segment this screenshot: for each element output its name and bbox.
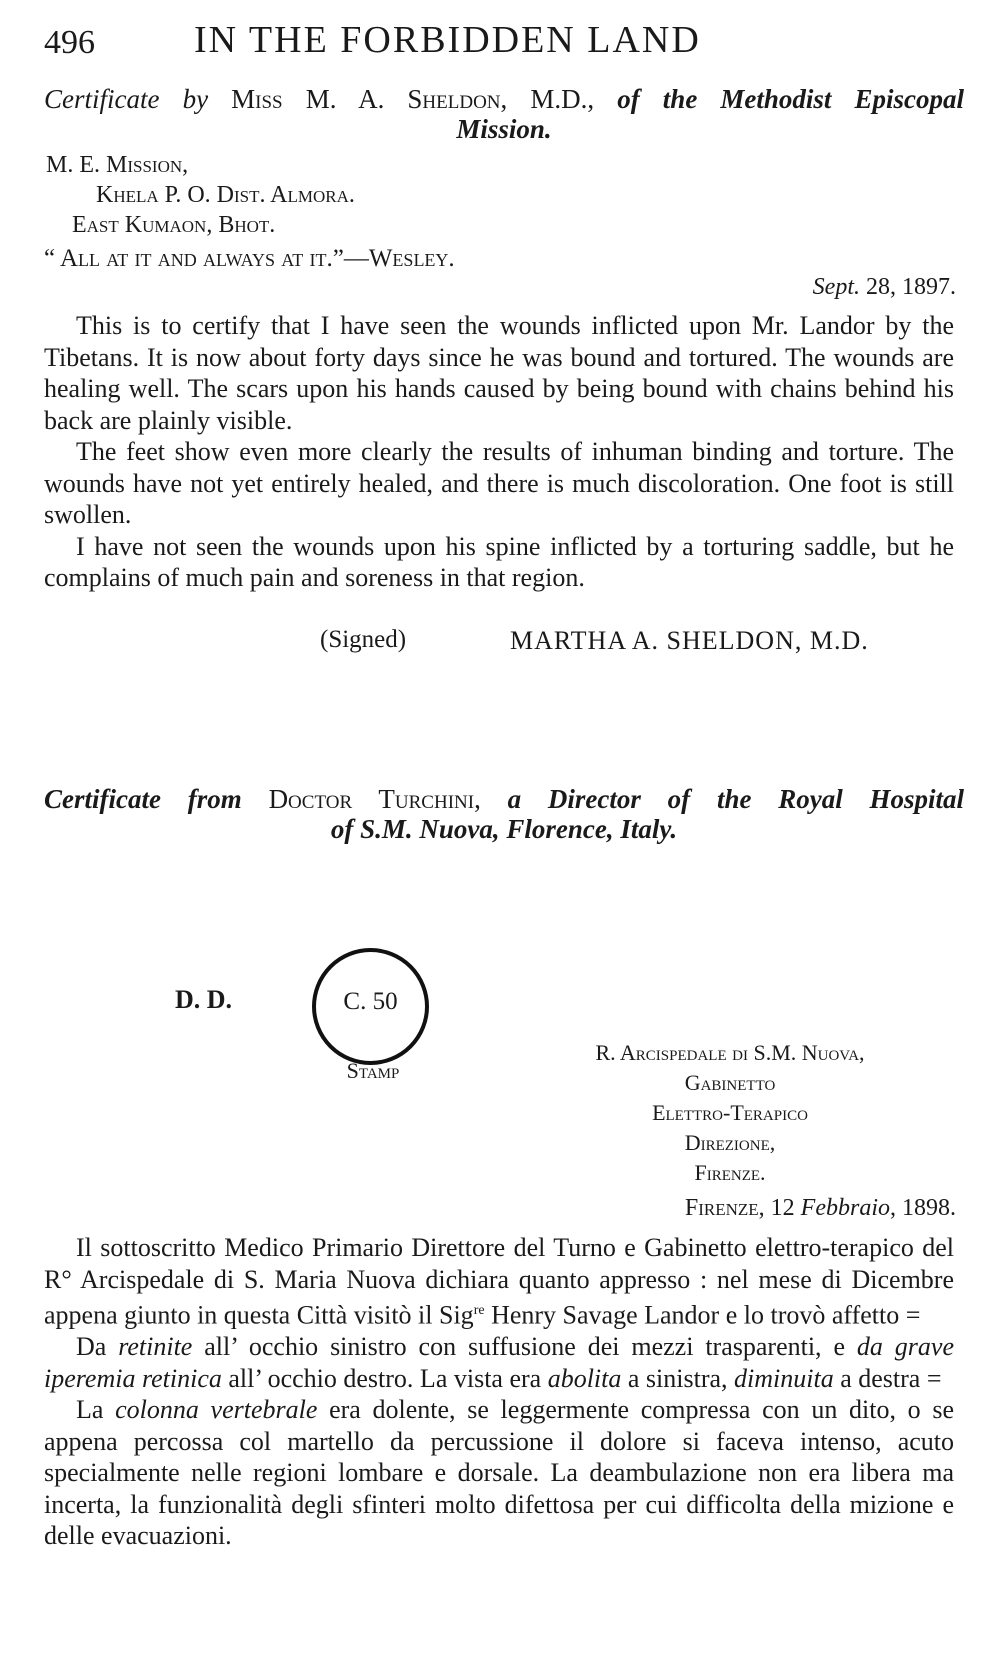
page-header — [44, 18, 964, 68]
certificate-2-body — [44, 1232, 954, 1552]
address-line: Khela P. O. Dist. Almora. — [96, 182, 355, 208]
stamp-circle — [312, 948, 429, 1065]
paragraph: The feet show even more clearly the results of inhuman binding and torture. The wounds have not yet entirely healed, and there is much discoloration. One foot is still swollen. — [44, 437, 954, 529]
stamp-caption: Stamp — [346, 1058, 400, 1083]
stamp-inner-text: C. 50 — [343, 988, 398, 1015]
hospital-line: Gabinetto — [684, 1070, 776, 1095]
paragraph: La colonna vertebrale era dolente, se leggermente compressa con un dito, o se appena percossa col martello da percussione il dolore si faceva intenso, acuto specialmente nelle regioni lombare e dorsale. La deambulazione non era libera ma incerta, la funzionalità degli sfinteri molto difettosa per cui difficolta della mizione e delle evacuazioni. — [44, 1395, 955, 1551]
hospital-address — [520, 1038, 940, 1188]
certificate-1-date: Sept. 28, 1897. — [812, 274, 956, 300]
certificate-2-heading: Certificate from Doctor Turchini, a Director of the Royal Hospital of S.M. Nuova, Florence, Italy. — [44, 784, 965, 844]
address-line: East Kumaon, Bhot. — [72, 212, 276, 238]
certificate-2-date: Firenze, 12 Febbraio, 1898. — [684, 1195, 956, 1221]
paragraph: This is to certify that I have seen the wounds inflicted upon Mr. Landor by the Tibetans. It is now about forty days since he was bound and tortured. The wounds are healing well. The scars upon his hands caused by being bound with chains behind his back are plainly visible. — [44, 311, 954, 435]
paragraph: Il sottoscritto Medico Primario Direttore del Turno e Gabinetto elettro-terapico del R° Arcispedale di S. Maria Nuova dichiara quanto appresso : nel mese di Dicembre appena giunto in questa Città visitò il Sig$^{re}$ Henry Savage Landor e lo trovò affetto = — [44, 1233, 954, 1330]
hospital-line: R. Arcispedale di S.M. Nuova, — [595, 1040, 865, 1065]
hospital-line: Elettro-Terapico — [652, 1100, 808, 1125]
stamp-initials: D. D. — [175, 985, 233, 1014]
paragraph: Da retinite all’ occhio sinistro con suffusione dei mezzi trasparenti, e da grave iperemia retinica all’ occhio destro. La vista era abolita a sinistra, diminuita a destra = — [44, 1332, 954, 1393]
paragraph: I have not seen the wounds upon his spine inflicted by a torturing saddle, but he complains of much pain and soreness in that region. — [44, 531, 954, 592]
certificate-1-heading: Certificate by Miss M. A. Sheldon, M.D., of the Methodist Episcopal Mission. — [44, 84, 965, 144]
hospital-line: Firenze. — [694, 1160, 766, 1185]
certificate-1-body — [44, 310, 954, 594]
signed-label: (Signed) — [320, 626, 407, 653]
hospital-line: Direzione, — [684, 1130, 776, 1155]
page-number: 496 — [44, 24, 95, 61]
address-line: M. E. Mission, — [46, 152, 189, 178]
signature-name: MARTHA A. SHELDON, M.D. — [510, 626, 869, 655]
running-title: IN THE FORBIDDEN LAND — [194, 19, 701, 61]
motto: “ All at it and always at it.”—Wesley. — [44, 245, 455, 272]
